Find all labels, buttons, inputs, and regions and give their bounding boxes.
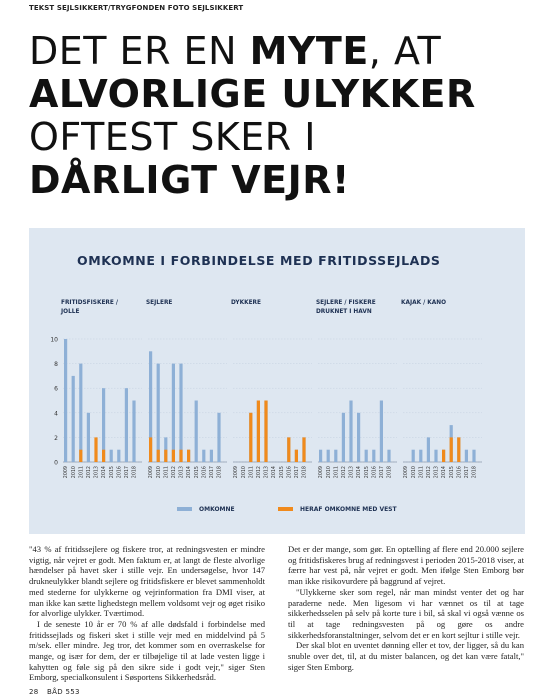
x-tick-label: 2015 — [364, 466, 370, 479]
group-label: SEJLERE — [146, 300, 173, 306]
paragraph: Det er der mange, som gør. En optælling af flere end 20.000 sejlere og fritidsfiskeres brug af redningsvest i perioden 2015-2018 viser, at færre har vest på, når vejret er godt. Men ifølge Sten Emborg bør man ikke risikovurdere på baggrund af vejret. — [288, 544, 524, 587]
bar-omkomne-med-vest — [149, 437, 152, 462]
x-tick-label: 2012 — [427, 466, 432, 479]
x-tick-label: 2017 — [210, 466, 215, 479]
x-tick-label: 2010 — [71, 466, 77, 479]
y-tick-label: 8 — [54, 361, 58, 369]
x-tick-label: 2013 — [94, 466, 100, 479]
x-tick-label: 2011 — [334, 466, 340, 479]
legend-swatch-omkomne — [177, 507, 192, 511]
bar-omkomne — [319, 450, 322, 462]
y-tick-label: 0 — [54, 459, 58, 467]
bar-omkomne-med-vest — [102, 450, 105, 462]
x-tick-label: 2013 — [179, 466, 185, 479]
group-label: FRITIDSFISKERE / — [61, 300, 118, 306]
bar-omkomne-med-vest — [172, 450, 175, 462]
x-tick-label: 2016 — [287, 466, 293, 479]
group-label: SEJLERE / FISKERE — [316, 300, 376, 306]
bar-omkomne-med-vest — [264, 401, 267, 463]
x-tick-label: 2017 — [465, 466, 470, 479]
x-tick-label: 2015 — [194, 466, 200, 479]
bar-omkomne — [342, 413, 345, 462]
x-tick-label: 2010 — [411, 466, 417, 479]
page-number: 28 — [29, 688, 39, 696]
bar-omkomne — [412, 450, 415, 462]
bar-omkomne — [64, 339, 67, 462]
bar-omkomne-med-vest — [442, 450, 445, 462]
bar-omkomne — [79, 364, 82, 462]
bar-omkomne-med-vest — [187, 450, 190, 462]
bar-omkomne — [132, 401, 135, 463]
x-tick-label: 2016 — [457, 466, 463, 479]
bar-omkomne — [110, 450, 113, 462]
x-tick-label: 2013 — [349, 466, 355, 479]
paragraph: I de seneste 10 år er 70 % af alle dødsfald i forbindelse med fritidssejlads og fiskeri sket i stille vejr med en middelvind på 5 m/sek. eller mindre. Jeg tror, det kommer som en overraskelse for mange, og især for dem, der er tilbøjelige til at lade vesten ligge i kahytten og føle sig på den sikre side i godt vejr," siger Sten Emborg, specialkonsulent i Søsportens Sikkerhedsråd. — [29, 618, 265, 683]
x-tick-label: 2015 — [449, 466, 455, 479]
bar-omkomne-med-vest — [295, 450, 298, 462]
bar-omkomne-med-vest — [257, 401, 260, 463]
bar-omkomne — [202, 450, 205, 462]
legend-label: OMKOMNE — [199, 506, 235, 513]
x-tick-label: 2014 — [272, 466, 278, 479]
x-tick-label: 2014 — [187, 466, 193, 479]
x-tick-label: 2014 — [442, 466, 448, 479]
bar-omkomne — [365, 450, 368, 462]
x-tick-label: 2012 — [342, 466, 347, 479]
bar-omkomne — [465, 450, 468, 462]
x-tick-label: 2017 — [295, 466, 300, 479]
x-tick-label: 2018 — [387, 466, 393, 479]
bar-omkomne — [380, 401, 383, 463]
bar-omkomne-med-vest — [249, 413, 252, 462]
magazine-issue: BÅD 553 — [47, 688, 80, 696]
bar-omkomne — [172, 364, 175, 462]
legend-swatch-med-vest — [278, 507, 293, 511]
bar-omkomne-med-vest — [287, 437, 290, 462]
x-tick-label: 2018 — [217, 466, 223, 479]
group-label: DRUKNET I HAVN — [316, 309, 372, 315]
headline-line-1: DET ER EN MYTE, AT — [29, 29, 442, 73]
y-tick-label: 6 — [54, 385, 58, 393]
page-footer — [29, 688, 86, 696]
x-tick-label: 2011 — [79, 466, 85, 479]
x-tick-label: 2017 — [380, 466, 385, 479]
headline-line-2: ALVORLIGE ULYKKER — [29, 72, 476, 116]
paragraph: "Ulykkerne sker som regel, når man mindst venter det og har paraderne nede. Men ligesom vi har vænnet os til at tage sikkerhedsselen på selv på korte ture i bil, så skal vi også vænne os til at tage redningsvesten på og gøre os andre sikkerhedsforanstaltninger, selvom det er en kort sejltur i stille vejr. — [288, 586, 524, 640]
bar-omkomne — [217, 413, 220, 462]
chart-title: OMKOMNE I FORBINDELSE MED FRITIDSSEJLADS — [77, 253, 441, 268]
x-tick-label: 2009 — [404, 466, 410, 479]
bar-omkomne — [334, 450, 337, 462]
group-label: JOLLE — [61, 309, 80, 315]
bar-omkomne — [210, 450, 213, 462]
y-tick-label: 2 — [54, 434, 58, 442]
bar-omkomne — [72, 376, 75, 462]
x-tick-label: 2010 — [326, 466, 332, 479]
x-tick-label: 2012 — [257, 466, 262, 479]
bar-omkomne — [179, 364, 182, 462]
x-tick-label: 2011 — [419, 466, 425, 479]
bar-omkomne-med-vest — [302, 437, 305, 462]
x-tick-label: 2018 — [302, 466, 308, 479]
x-tick-label: 2010 — [156, 466, 162, 479]
bar-omkomne-med-vest — [164, 450, 167, 462]
bar-omkomne-med-vest — [79, 450, 82, 462]
bar-omkomne — [87, 413, 90, 462]
x-tick-label: 2014 — [357, 466, 363, 479]
bar-omkomne — [125, 388, 128, 462]
x-tick-label: 2016 — [202, 466, 208, 479]
x-tick-label: 2017 — [125, 466, 130, 479]
bar-omkomne — [372, 450, 375, 462]
x-tick-label: 2014 — [102, 466, 108, 479]
bar-omkomne — [427, 437, 430, 462]
legend-label: HERAF OMKOMNE MED VEST — [300, 506, 397, 513]
bar-omkomne — [434, 450, 437, 462]
bar-omkomne-med-vest — [157, 450, 160, 462]
bar-omkomne — [357, 413, 360, 462]
bar-omkomne-med-vest — [457, 437, 460, 462]
bar-omkomne — [195, 401, 198, 463]
bar-omkomne — [117, 450, 120, 462]
photo-credit: TEKST SEJLSIKKERT/TRYGFONDEN FOTO SEJLSIKKERT — [29, 4, 244, 12]
x-tick-label: 2018 — [472, 466, 478, 479]
x-tick-label: 2011 — [164, 466, 170, 479]
x-tick-label: 2015 — [279, 466, 285, 479]
x-tick-label: 2012 — [172, 466, 177, 479]
x-tick-label: 2015 — [109, 466, 115, 479]
article-column-2 — [288, 544, 524, 672]
bar-omkomne — [419, 450, 422, 462]
x-tick-label: 2013 — [264, 466, 270, 479]
bar-omkomne — [349, 401, 352, 463]
group-label: KAJAK / KANO — [401, 300, 447, 306]
x-tick-label: 2013 — [434, 466, 440, 479]
x-tick-label: 2009 — [149, 466, 155, 479]
x-tick-label: 2018 — [132, 466, 138, 479]
article-column-1 — [29, 544, 265, 683]
x-tick-label: 2009 — [234, 466, 240, 479]
group-label: DYKKERE — [231, 300, 261, 306]
x-tick-label: 2012 — [87, 466, 92, 479]
x-tick-label: 2016 — [117, 466, 123, 479]
headline-line-4: DÅRLIGT VEJR! — [29, 158, 350, 202]
bar-omkomne-med-vest — [450, 437, 453, 462]
bar-omkomne — [327, 450, 330, 462]
paragraph: Der skal blot en uventet dønning eller et tov, der ligger, så du kan snuble over det, til, at du mister balancen, og det kan være fatalt," siger Sten Emborg. — [288, 640, 524, 672]
headline-line-3: OFTEST SKER I — [29, 115, 316, 159]
x-tick-label: 2016 — [372, 466, 378, 479]
bar-omkomne-med-vest — [179, 450, 182, 462]
bar-omkomne — [387, 450, 390, 462]
paragraph: "43 % af fritidssejlere og fiskere tror, at redningsvesten er mindre vigtig, når vejret er godt. Men faktum er, at langt de fleste alvorlige hændelser på havet sker i stille vejr. En undersøgelse, hvor 147 drukneulykker blandt sejlere og fritidsfiskere er blevet sammenholdt med stederne for ulykkerne og vejrinformation fra DMI viser, at man ikke kan sætte lighedstegn mellem voldsomt vejr og øget risiko for alvorlige ulykker. Tværtimod. — [29, 544, 265, 619]
bar-omkomne — [472, 450, 475, 462]
x-tick-label: 2009 — [319, 466, 325, 479]
x-tick-label: 2009 — [64, 466, 70, 479]
x-tick-label: 2010 — [241, 466, 247, 479]
y-tick-label: 10 — [50, 336, 58, 344]
bar-omkomne — [157, 364, 160, 462]
y-tick-label: 4 — [54, 410, 58, 418]
bar-omkomne-med-vest — [94, 437, 97, 462]
x-tick-label: 2011 — [249, 466, 255, 479]
